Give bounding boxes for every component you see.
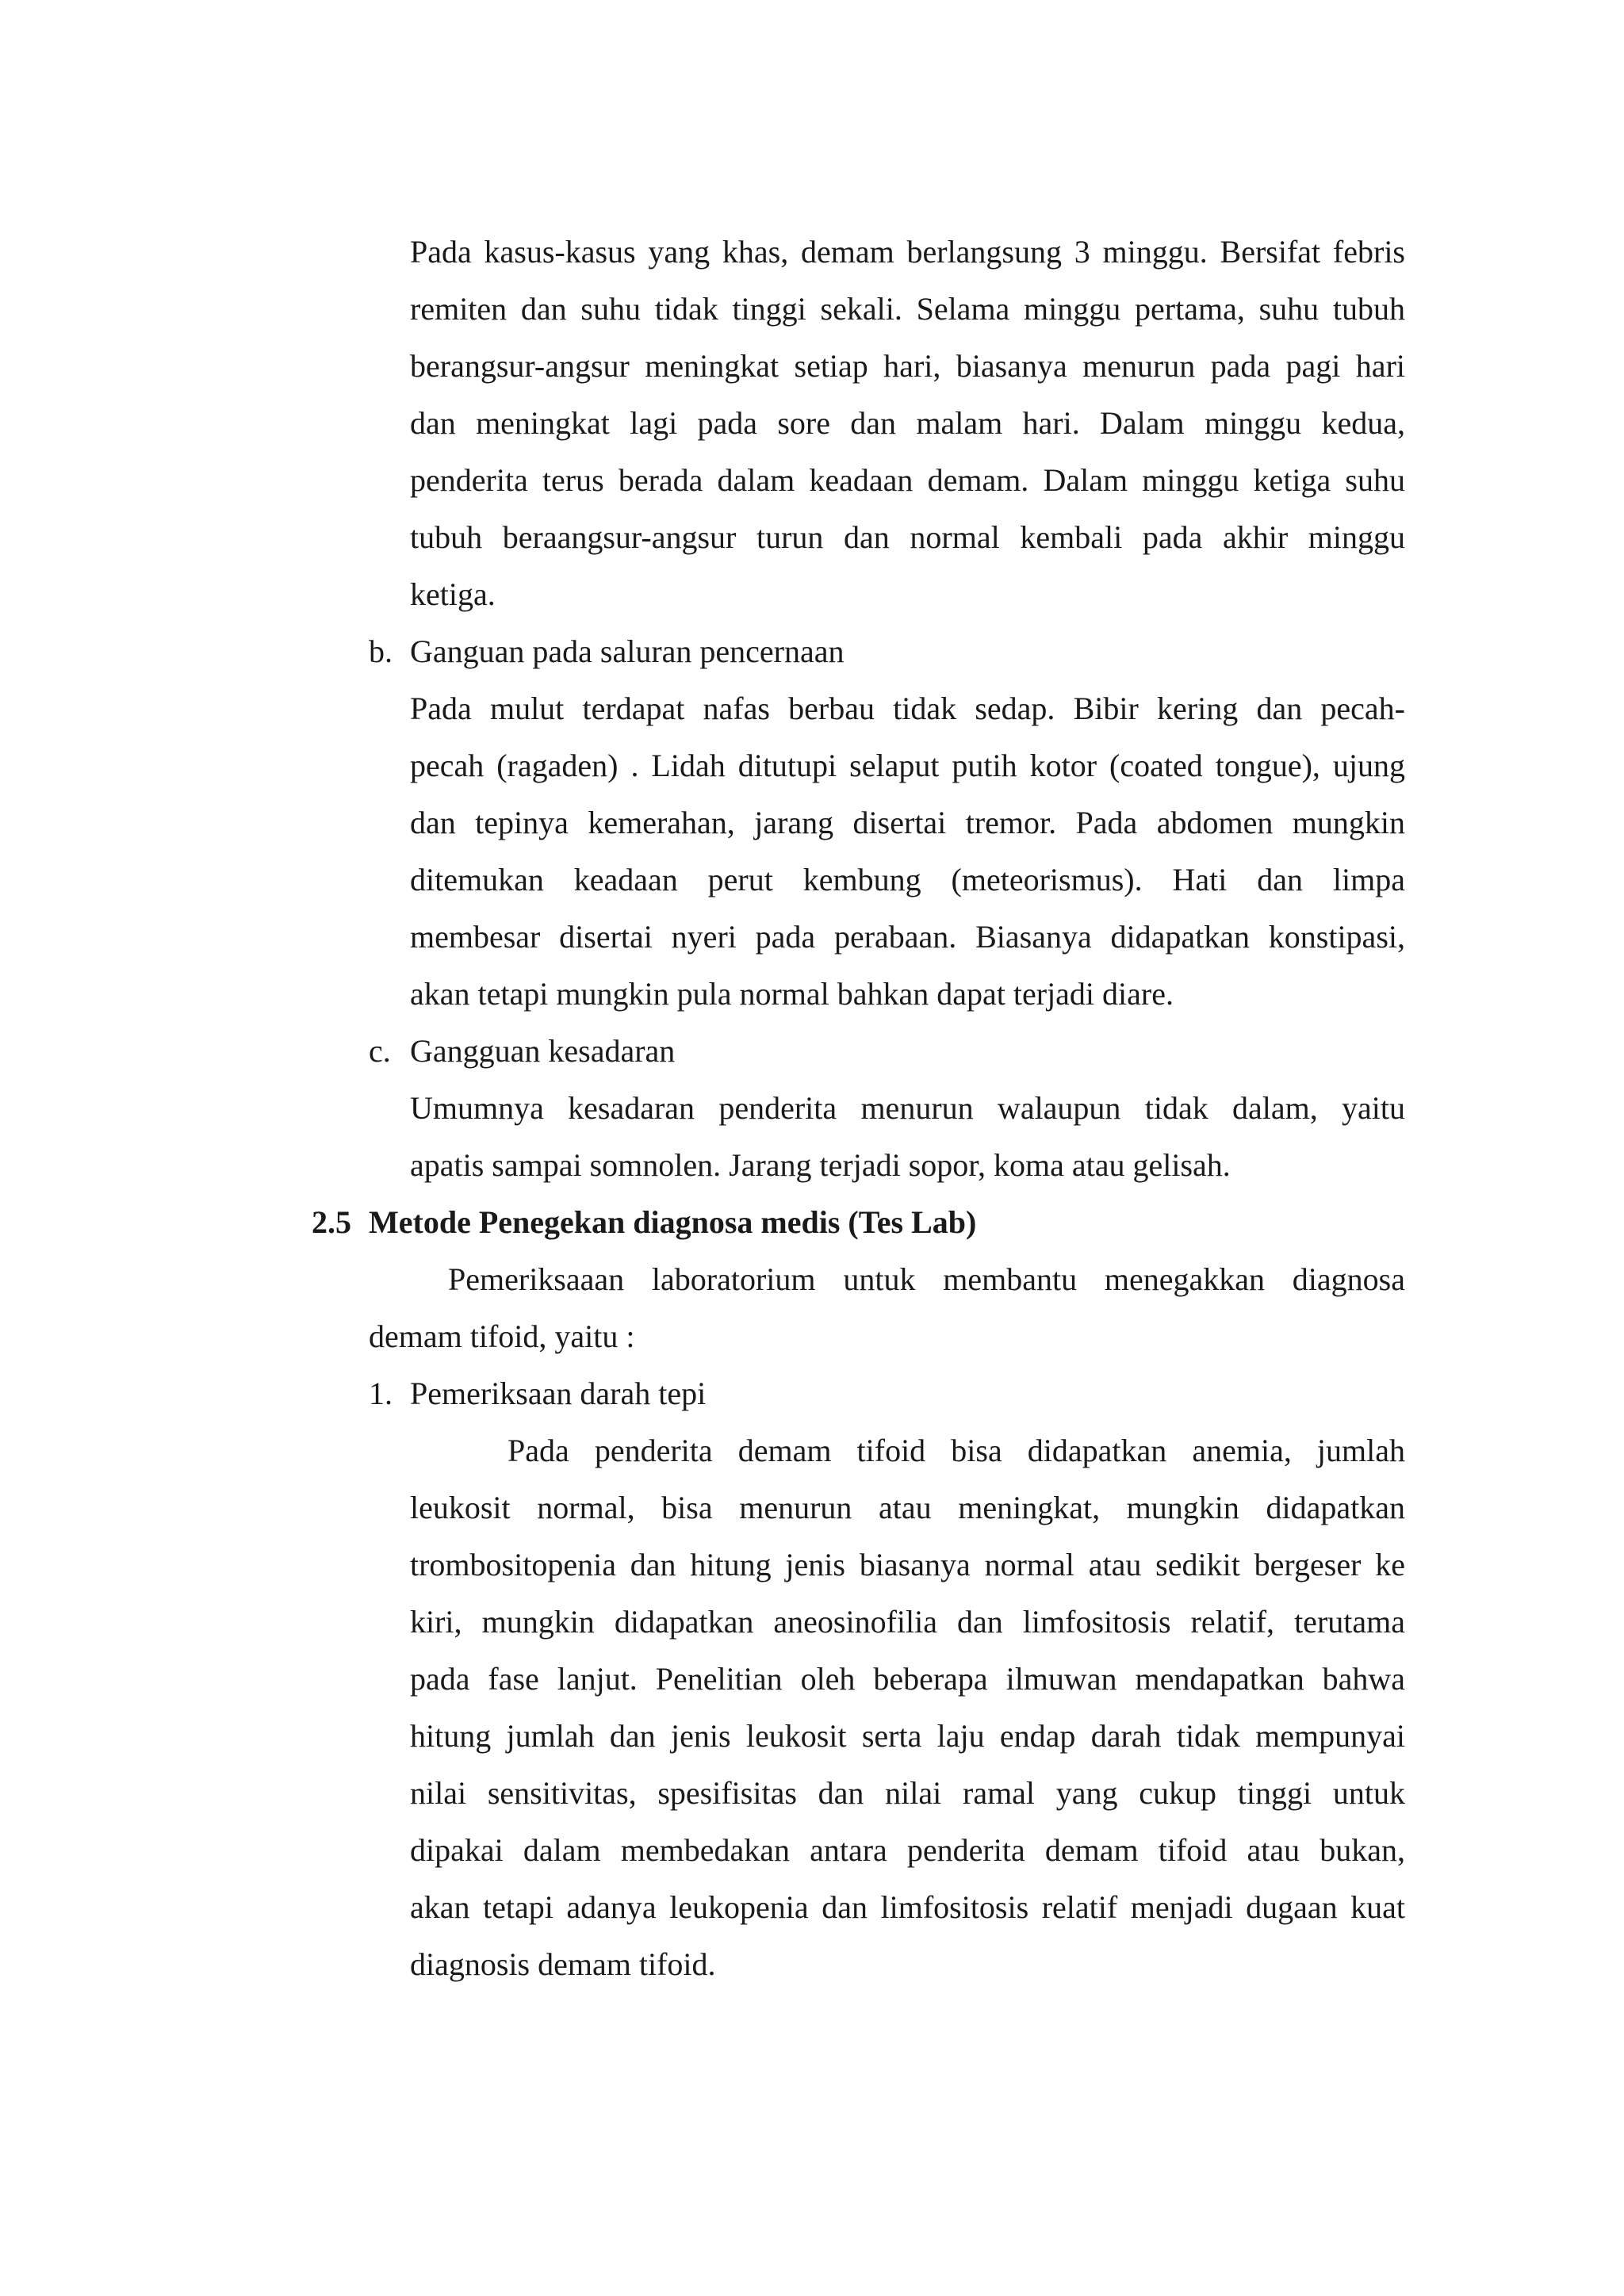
section-number: 2.5 — [312, 1204, 351, 1240]
paragraph-line: Umumnya kesadaran penderita menurun walaupun tidak dalam, yaitu — [410, 1090, 1405, 1126]
paragraph-line: dan meningkat lagi pada sore dan malam hari. Dalam minggu kedua, — [410, 405, 1405, 441]
section-heading: Metode Penegekan diagnosa medis (Tes Lab) — [369, 1204, 977, 1240]
paragraph-line: dipakai dalam membedakan antara penderita demam tifoid atau bukan, — [410, 1832, 1405, 1868]
paragraph-line: Pemeriksaaan laboratorium untuk membantu menegakkan diagnosa — [448, 1261, 1405, 1297]
paragraph-line: akan tetapi mungkin pula normal bahkan dapat terjadi diare. — [410, 976, 1174, 1012]
paragraph-line: membesar disertai nyeri pada perabaan. Biasanya didapatkan konstipasi, — [410, 919, 1405, 955]
list-item-title: Ganguan pada saluran pencernaan — [410, 633, 845, 669]
paragraph-line: dan tepinya kemerahan, jarang disertai tremor. Pada abdomen mungkin — [410, 805, 1405, 840]
list-marker: 1. — [369, 1376, 393, 1411]
paragraph-line: demam tifoid, yaitu : — [369, 1318, 635, 1354]
paragraph-line: remiten dan suhu tidak tinggi sekali. Selama minggu pertama, suhu tubuh — [410, 291, 1405, 327]
paragraph-line: leukosit normal, bisa menurun atau meningkat, mungkin didapatkan — [410, 1490, 1405, 1525]
paragraph-line: trombositopenia dan hitung jenis biasanya normal atau sedikit bergeser ke — [410, 1547, 1405, 1582]
paragraph-line: Pada penderita demam tifoid bisa didapatkan anemia, jumlah — [508, 1433, 1405, 1468]
list-marker: c. — [369, 1033, 391, 1069]
paragraph-line: ketiga. — [410, 576, 496, 612]
paragraph-line: penderita terus berada dalam keadaan demam. Dalam minggu ketiga suhu — [410, 462, 1405, 498]
paragraph-line: akan tetapi adanya leukopenia dan limfositosis relatif menjadi dugaan kuat — [410, 1889, 1405, 1925]
paragraph-line: kiri, mungkin didapatkan aneosinofilia dan limfositosis relatif, terutama — [410, 1604, 1405, 1640]
list-item-title: Pemeriksaan darah tepi — [410, 1376, 707, 1411]
paragraph-line: hitung jumlah dan jenis leukosit serta laju endap darah tidak mempunyai — [410, 1718, 1405, 1754]
paragraph-line: apatis sampai somnolen. Jarang terjadi sopor, koma atau gelisah. — [410, 1147, 1231, 1183]
paragraph-line: berangsur-angsur meningkat setiap hari, biasanya menurun pada pagi hari — [410, 348, 1405, 384]
list-item-title: Gangguan kesadaran — [410, 1033, 676, 1069]
paragraph-line: pecah (ragaden) . Lidah ditutupi selaput putih kotor (coated tongue), ujung — [410, 748, 1405, 783]
paragraph-line: nilai sensitivitas, spesifisitas dan nilai ramal yang cukup tinggi untuk — [410, 1775, 1405, 1811]
paragraph-line: pada fase lanjut. Penelitian oleh beberapa ilmuwan mendapatkan bahwa — [410, 1661, 1405, 1697]
paragraph-line: tubuh beraangsur-angsur turun dan normal kembali pada akhir minggu — [410, 519, 1405, 555]
paragraph-line: Pada mulut terdapat nafas berbau tidak sedap. Bibir kering dan pecah- — [410, 691, 1405, 726]
paragraph-line: ditemukan keadaan perut kembung (meteorismus). Hati dan limpa — [410, 862, 1405, 897]
paragraph-line: diagnosis demam tifoid. — [410, 1946, 716, 1982]
list-marker: b. — [369, 633, 393, 669]
paragraph-line: Pada kasus-kasus yang khas, demam berlangsung 3 minggu. Bersifat febris — [410, 234, 1405, 270]
